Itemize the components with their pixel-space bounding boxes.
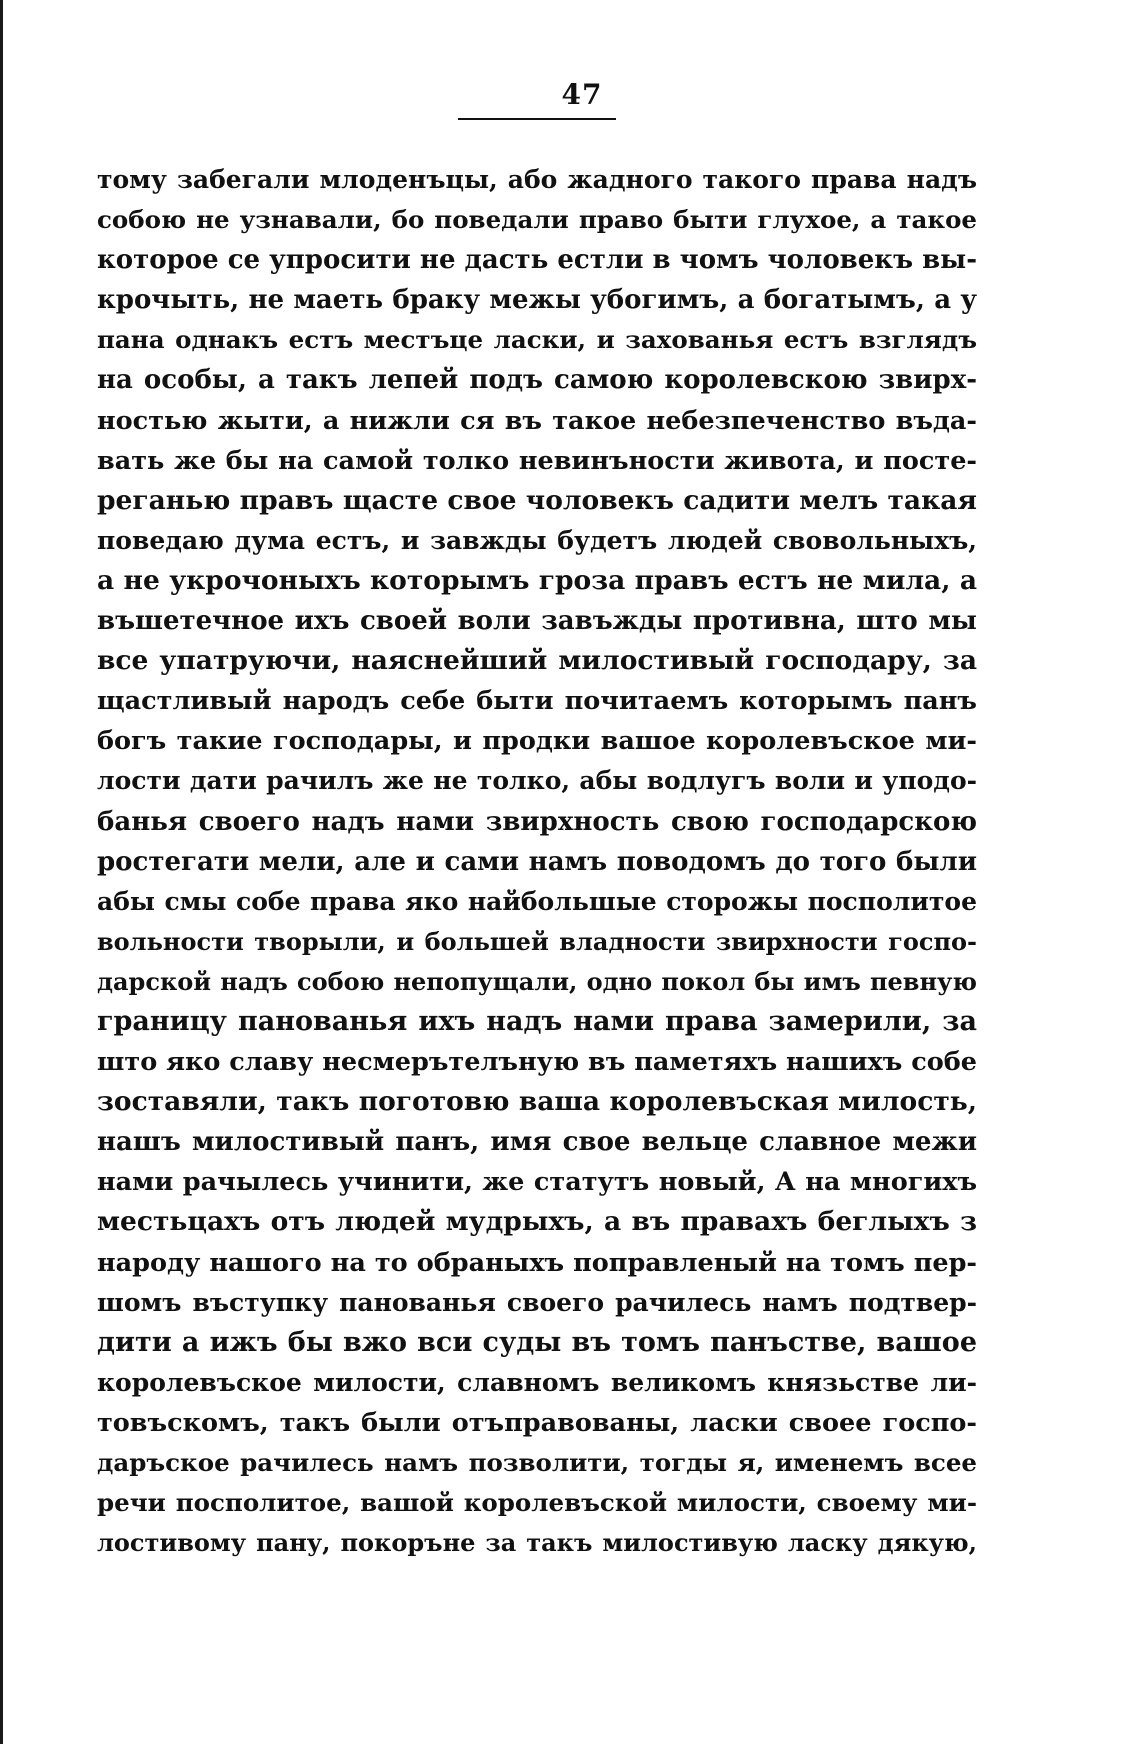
text-line: лостивому пану, покоръне за такъ милостивую ласку дякую, [97, 1528, 977, 1558]
text-line: банья своего надъ нами звирхность свою господарскою [97, 806, 977, 837]
text-line: собою не узнавали, бо поведали право быти глухое, а такое [97, 205, 977, 235]
text-line: щастливый народъ себе быти почитаемъ которымъ панъ [97, 686, 977, 717]
text-line: въшетечное ихъ своей воли завъжды противна, што мы [97, 606, 977, 637]
page-number: 47 [561, 78, 603, 111]
text-line: лости дати рачилъ же не толко, абы водлугъ воли и уподо- [97, 766, 977, 796]
body-text [97, 160, 977, 1563]
text-line: границу панованья ихъ надъ нами права замерили, за [97, 1005, 977, 1037]
text-line: пана однакъ естъ местъце ласки, и захованья естъ взглядъ [97, 325, 977, 355]
text-line: королевъское милости, славномъ великомъ князьстве ли- [97, 1367, 977, 1397]
text-line: дити а ижъ бы вжо вси суды въ томъ панъстве, вашое [97, 1326, 977, 1358]
text-line: на особы, а такъ лепей подъ самою королевскою звирх- [97, 365, 977, 396]
text-line: которое се упросити не дасть естли в чомъ чоловекъ вы- [97, 245, 977, 276]
text-line: абы смы собе права яко найбольшые сторожы посполитое [97, 886, 977, 916]
text-line: крочыть, не маеть браку межы убогимъ, а богатымъ, а у [97, 285, 977, 316]
text-line: поведаю дума естъ, и завжды будетъ людей свовольныхъ, [97, 525, 977, 555]
text-line: народу нашого на то обраныхъ поправленый на томъ пер- [97, 1247, 977, 1278]
text-line: товъскомъ, такъ были отъправованы, ласки своее госпо- [97, 1407, 977, 1438]
text-line: вать же бы на самой толко невинъности живота, и посте- [97, 445, 977, 476]
text-line: речи посполитое, вашой королевъской милости, своему ми- [97, 1488, 977, 1518]
text-line: богъ такие господары, и продки вашое королевъское ми- [97, 726, 977, 757]
text-line: дарской надъ собою непопущали, одно покол бы имъ певную [97, 966, 977, 996]
header-rule [458, 118, 616, 120]
text-line: местьцахъ отъ людей мудрыхъ, а въ правахъ беглыхъ з [97, 1206, 977, 1238]
text-line: нами рачылесь учинити, же статутъ новый, А на многихъ [97, 1167, 977, 1198]
text-line: даръское рачилесь намъ позволити, тогды я, именемъ всее [97, 1448, 977, 1477]
text-line: нашъ милостивый панъ, имя свое вельце славное межи [97, 1127, 977, 1158]
text-line: што яко славу несмерътелъную въ паметяхъ нашихъ собе [97, 1047, 977, 1078]
text-line: ностью жыти, а нижли ся въ такое небезпеченство въда- [97, 405, 977, 436]
text-line: все упатруючи, наяснейший милостивый господару, за [97, 645, 977, 677]
text-line: а не укрочоныхъ которымъ гроза правъ естъ не мила, а [97, 564, 977, 596]
text-line: тому забегали млоденъцы, або жадного такого права надъ [97, 165, 977, 194]
page-left-edge [0, 0, 3, 1744]
text-line: вольности творыли, и большей владности звирхности госпо- [97, 926, 977, 956]
text-line: зоставяли, такъ поготовю ваша королевъская милость, [97, 1086, 977, 1118]
text-line: шомъ въступку панованья своего рачилесь намъ подтвер- [97, 1287, 977, 1317]
text-line: ростегати мели, але и сами намъ поводомъ до того были [97, 846, 977, 877]
text-line: реганью правъ щасте свое чоловекъ садити мелъ такая [97, 484, 977, 516]
